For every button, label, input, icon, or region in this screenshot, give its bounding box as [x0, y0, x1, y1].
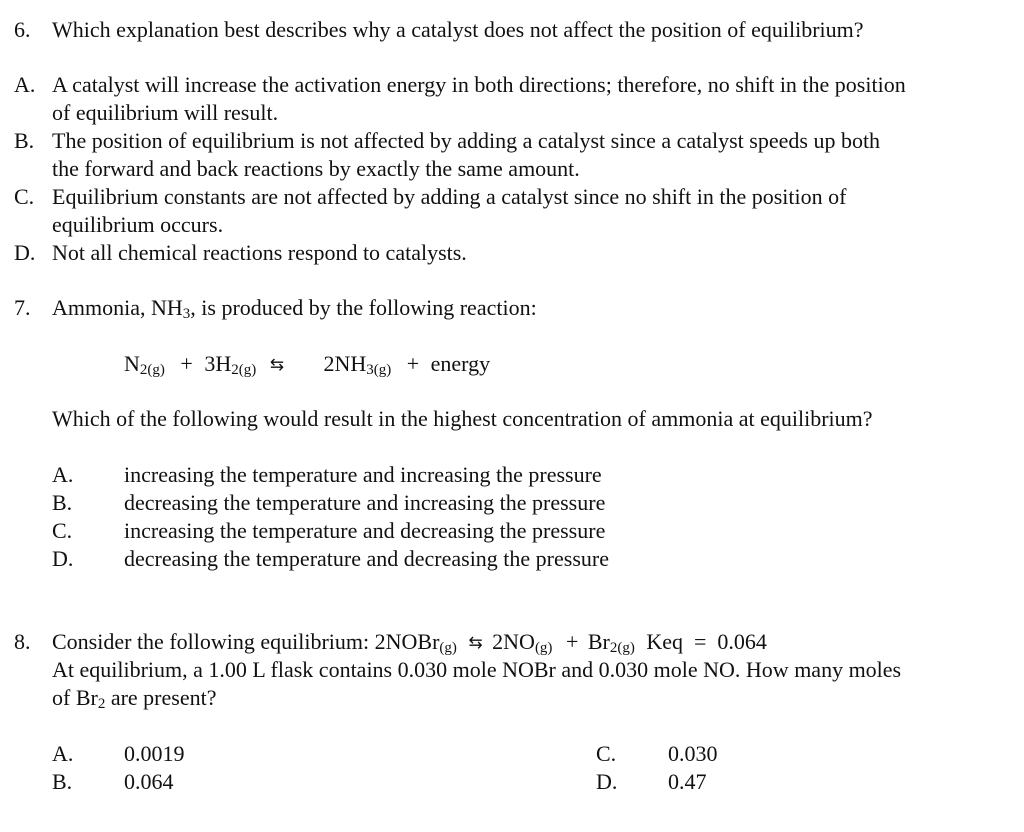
q8-line1-text-b: 2NO: [492, 629, 535, 654]
q6-option-a-line1: A catalyst will increase the activation energy in both directions; therefore, no shift in the position: [52, 72, 906, 97]
q7-intro-sub: 3: [182, 306, 191, 322]
q8-option-c-letter: C.: [596, 741, 617, 766]
q7-option-b-letter: B.: [52, 490, 73, 515]
question-8-line-3: [52, 684, 216, 712]
q7-option-d-letter: D.: [52, 546, 74, 571]
q8-option-b-text: 0.064: [124, 769, 174, 794]
eq-reactant-1: N: [124, 351, 140, 376]
question-8-line-1: [52, 628, 767, 658]
question-7-number: 7.: [14, 295, 31, 320]
q7-option-b-text: decreasing the temperature and increasing the pressure: [124, 490, 606, 515]
q7-intro-text-a: Ammonia, NH: [52, 295, 183, 320]
question-7-intro: [52, 294, 537, 322]
q6-option-d-letter: D.: [14, 240, 36, 265]
q6-option-b-line1: The position of equilibrium is not affected by adding a catalyst since a catalyst speeds up both: [52, 128, 881, 153]
q7-option-c-text: increasing the temperature and decreasing the pressure: [124, 518, 606, 543]
q6-option-b-letter: B.: [14, 128, 35, 153]
reaction-equation: [124, 350, 490, 380]
q6-option-c-line2: equilibrium occurs.: [52, 212, 224, 237]
q8-line3-sub: 2: [97, 696, 106, 712]
q6-option-a-line2: of equilibrium will result.: [52, 100, 279, 125]
q7-option-a-letter: A.: [52, 462, 74, 487]
eq-plus-2: +: [406, 351, 420, 376]
question-8-line-2: At equilibrium, a 1.00 L flask contains 0.030 mole NOBr and 0.030 mole NO. How many moles: [52, 657, 902, 682]
equilibrium-arrow-icon: ⇆: [468, 633, 483, 653]
equilibrium-arrow-icon: ⇆: [269, 355, 284, 375]
eq-reactant-1-sub: 2(g): [139, 362, 165, 378]
q8-option-a-text: 0.0019: [124, 741, 185, 766]
q6-option-c-letter: C.: [14, 184, 35, 209]
q8-line3-text-a: of Br: [52, 685, 98, 710]
eq-plus-1: +: [180, 351, 193, 376]
q7-intro-text-b: , is produced by the following reaction:: [190, 295, 537, 320]
q8-option-b-letter: B.: [52, 769, 73, 794]
q8-sub-1: (g): [439, 640, 457, 656]
q8-sub-2: (g): [534, 640, 553, 656]
q8-line1-text-a: Consider the following equilibrium: 2NOBr: [52, 629, 440, 654]
q7-option-c-letter: C.: [52, 518, 73, 543]
eq-product-1: 2NH: [323, 351, 367, 376]
eq-product-1-sub: 3(g): [366, 362, 392, 378]
q8-keq: Keq = 0.064: [646, 629, 767, 654]
q8-option-d-letter: D.: [596, 769, 618, 794]
question-6-number: 6.: [14, 17, 31, 42]
q7-option-a-text: increasing the temperature and increasing the pressure: [124, 462, 602, 487]
q6-option-a-letter: A.: [14, 72, 36, 97]
question-7-stem: Which of the following would result in the highest concentration of ammonia at equilibrium?: [52, 406, 873, 431]
q8-option-c-text: 0.030: [668, 741, 718, 766]
eq-product-2: energy: [430, 351, 491, 376]
q8-option-a-letter: A.: [52, 741, 74, 766]
q8-line1-text-c: Br: [587, 629, 610, 654]
q6-option-c-line1: Equilibrium constants are not affected by adding a catalyst since no shift in the position of: [52, 184, 847, 209]
eq-reactant-2: 3H: [204, 351, 232, 376]
question-8-number: 8.: [14, 629, 31, 654]
q6-option-d-line1: Not all chemical reactions respond to catalysts.: [52, 240, 467, 265]
q6-option-b-line2: the forward and back reactions by exactly the same amount.: [52, 156, 580, 181]
question-6-stem: Which explanation best describes why a catalyst does not affect the position of equilibrium?: [52, 17, 864, 42]
q7-option-d-text: decreasing the temperature and decreasing the pressure: [124, 546, 609, 571]
q8-line3-text-b: are present?: [105, 685, 217, 710]
q8-option-d-text: 0.47: [668, 769, 707, 794]
eq-reactant-2-sub: 2(g): [231, 362, 257, 378]
q8-plus: +: [565, 629, 579, 654]
q8-sub-3: 2(g): [609, 640, 635, 656]
